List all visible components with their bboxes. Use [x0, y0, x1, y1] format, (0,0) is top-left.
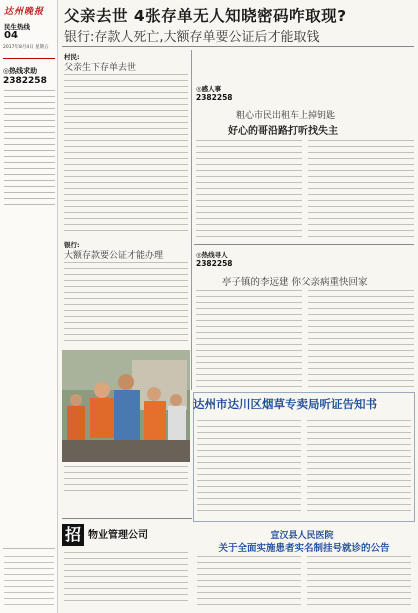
hotline-number: 2382258 — [3, 76, 47, 86]
article-body — [64, 262, 188, 346]
hospital-name: 宣汉县人民医院 — [270, 531, 334, 541]
article-body — [196, 290, 302, 390]
notice-body — [307, 556, 411, 608]
divider — [3, 548, 55, 549]
article-tag: 银行: — [64, 241, 80, 249]
page-number: 04 — [4, 30, 18, 41]
ad-title: 物业管理公司 — [88, 530, 148, 541]
notice-title: 达州市达川区烟草专卖局听证告知书 — [193, 397, 377, 411]
article-title-1: 粗心市民出租车上掉钥匙 — [236, 111, 336, 121]
sub-headline: 银行:存款人死亡,大额存单要公证后才能取钱 — [64, 30, 320, 45]
notice-body — [307, 420, 411, 516]
section-label: ◎热线寻人 — [196, 251, 228, 259]
section-number: 2382258 — [196, 93, 233, 102]
divider — [62, 46, 414, 47]
section-name: 民生热线 — [4, 23, 30, 31]
article-body — [64, 74, 188, 236]
divider — [3, 58, 55, 59]
issue-date: 2017年8月4日 星期五 — [3, 45, 49, 50]
article-subtitle: 父亲生下存单去世 — [64, 63, 137, 73]
left-text-block — [4, 90, 55, 210]
news-photo — [62, 350, 190, 462]
column-divider — [191, 50, 192, 390]
photo-caption — [64, 466, 188, 496]
divider — [194, 244, 414, 245]
article-tag: 村民: — [64, 53, 80, 61]
article-subtitle: 大额存款要公证才能办理 — [64, 251, 164, 261]
article-body — [308, 290, 414, 390]
credits-block — [4, 556, 54, 606]
masthead-logo: 达州晚报 — [4, 7, 45, 17]
article-title: 亭子镇的李远建 你父亲病重快回家 — [222, 277, 368, 288]
recruit-icon: 招 — [62, 524, 84, 546]
divider — [62, 518, 192, 519]
ad-body — [64, 552, 188, 606]
section-label: ◎感人事 — [196, 85, 222, 93]
article-body — [308, 140, 414, 240]
article-body — [196, 140, 302, 240]
hotline-label: ◎热线求助 — [3, 67, 38, 75]
main-headline: 父亲去世 4张存单无人知晓密码咋取现? — [64, 7, 347, 25]
section-number: 2382258 — [196, 259, 233, 268]
notice-body — [197, 420, 301, 516]
notice-title: 关于全面实施患者实名制挂号就诊的公告 — [218, 543, 390, 554]
notice-body — [197, 556, 301, 608]
article-title-2: 好心的哥沿路打听找失主 — [228, 126, 338, 137]
